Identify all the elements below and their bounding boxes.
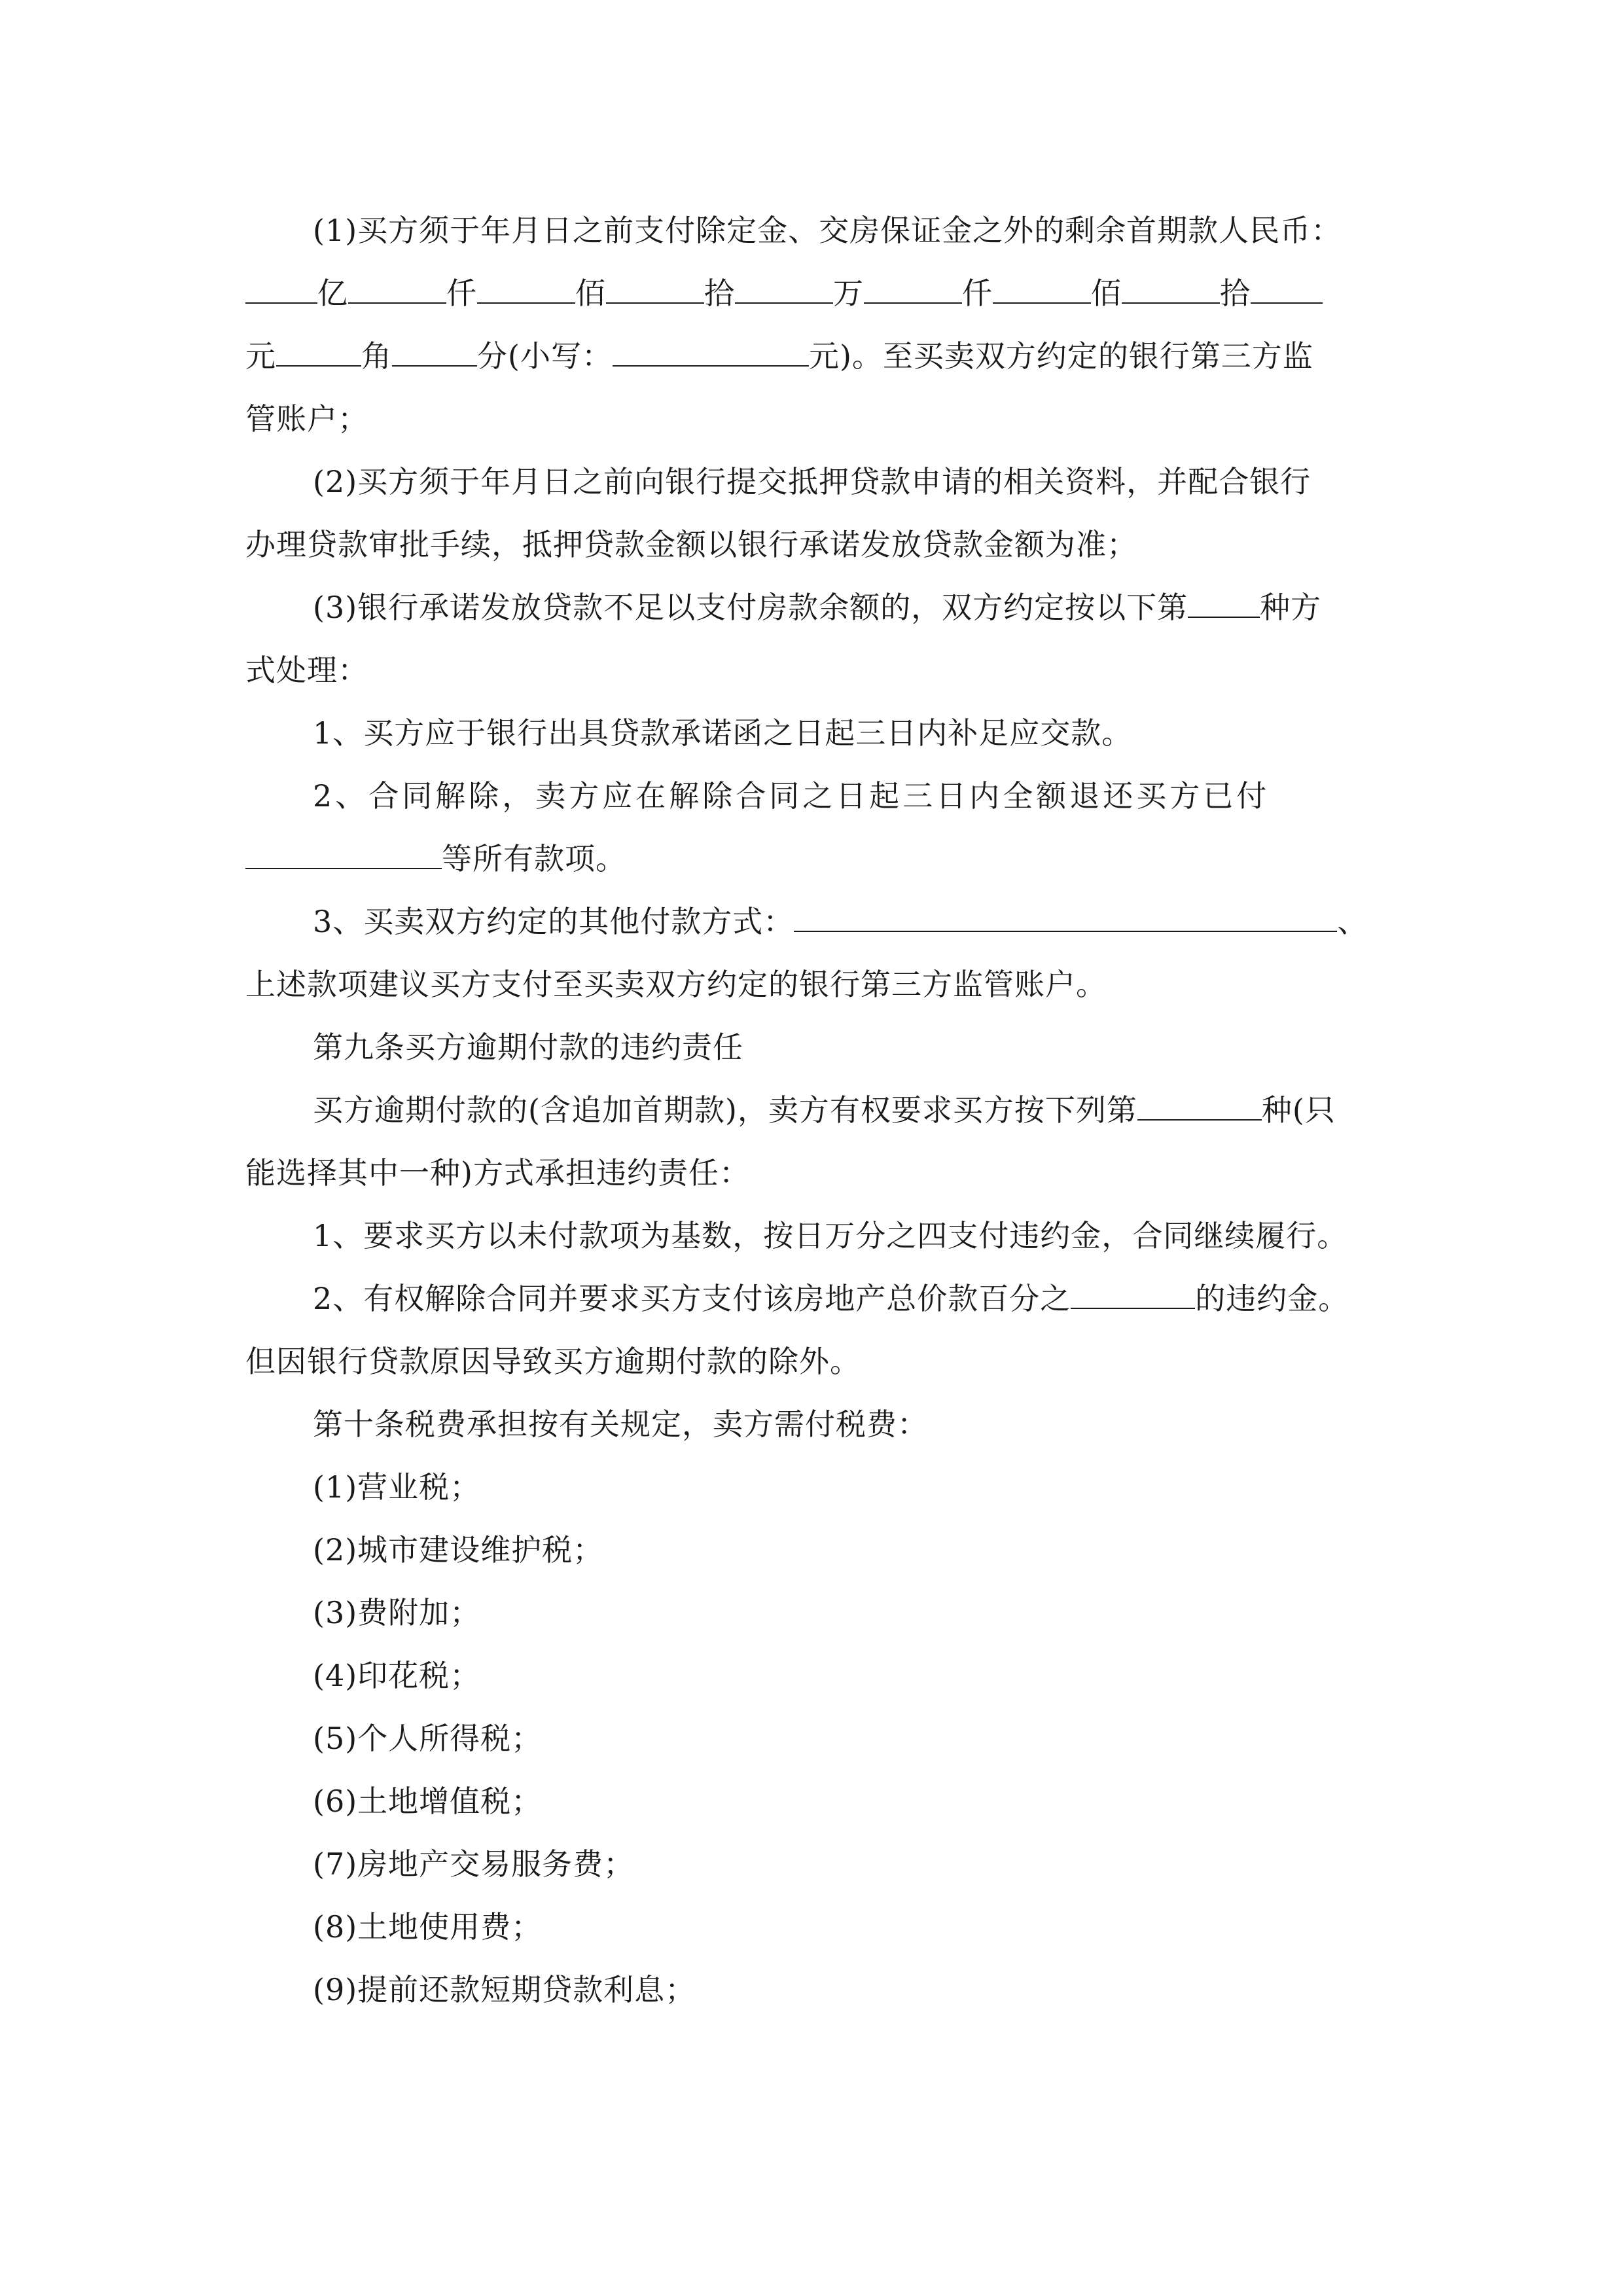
- blank-bai-2[interactable]: [993, 272, 1091, 304]
- tax-item-6: [313, 1775, 1452, 1827]
- tax-item-4-text: (4)印花税；: [313, 1658, 481, 1693]
- clause-2-text: (2)买方须于年月日之前向银行提交抵押贷款申请的相关资料，并配合银行: [313, 464, 1311, 499]
- unit-shi-1: 拾: [704, 276, 735, 311]
- tax-item-1: [313, 1461, 1452, 1513]
- tax-item-3-text: (3)费附加；: [313, 1595, 481, 1630]
- tax-item-5: [313, 1712, 1452, 1765]
- clause-1-text: (1)买方须于年月日之前支付除定金、交房保证金之外的剩余首期款人民币：: [313, 213, 1342, 248]
- option-1-text: 1、买方应于银行出具贷款承诺函之日起三日内补足应交款。: [313, 715, 1133, 751]
- tax-item-2: [313, 1524, 1452, 1576]
- unit-bai-1: 佰: [575, 276, 606, 311]
- penalty-option-2-tail: 的违约金。: [1195, 1281, 1349, 1316]
- blank-method-choice[interactable]: [1188, 586, 1260, 618]
- blank-penalty-percent[interactable]: [1071, 1278, 1195, 1309]
- blank-wan[interactable]: [735, 272, 833, 304]
- option-1-line: [313, 707, 1452, 759]
- penalty-option-1-text: 1、要求买方以未付款项为基数，按日万分之四支付违约金，合同继续履行。: [313, 1218, 1348, 1253]
- article-9-end-text: 能选择其中一种)方式承担违约责任：: [245, 1155, 750, 1191]
- option-2-line: [313, 770, 1452, 822]
- tax-item-4: [313, 1649, 1452, 1702]
- article-10-title: 第十条税费承担按有关规定，卖方需付税费：: [313, 1407, 928, 1442]
- article-9-continued: [245, 1147, 1384, 1199]
- unit-yuan: 元: [245, 338, 276, 374]
- option-3-line: [313, 895, 1452, 948]
- blank-shi-1[interactable]: [606, 272, 704, 304]
- option-2-text: 2、合同解除，卖方应在解除合同之日起三日内全额退还买方已付: [313, 778, 1270, 814]
- article-9-title: 第九条买方逾期付款的违约责任: [313, 1030, 743, 1065]
- amount-small-line: [245, 330, 1384, 382]
- tax-item-3: [313, 1587, 1452, 1639]
- clause-3-continued: [245, 644, 1384, 696]
- unit-shi-2: 拾: [1220, 276, 1251, 311]
- tax-item-5-text: (5)个人所得税；: [313, 1721, 543, 1756]
- unit-bai-2: 佰: [1091, 276, 1122, 311]
- tax-item-9: [313, 1964, 1452, 2016]
- penalty-option-2-text: 2、有权解除合同并要求买方支付该房地产总价款百分之: [313, 1281, 1071, 1316]
- option-2-end-text: 等所有款项。: [442, 841, 626, 876]
- article-9-tail: 种(只: [1261, 1092, 1336, 1128]
- blank-other-payment[interactable]: [794, 901, 1337, 932]
- option-3-tail: 、: [1337, 904, 1368, 939]
- clause-3-line: [313, 581, 1452, 634]
- unit-wan: 万: [833, 276, 864, 311]
- option-2-continued: [245, 833, 1384, 885]
- article-9-text: 买方逾期付款的(含追加首期款)，卖方有权要求买方按下列第: [313, 1092, 1137, 1128]
- blank-refund-items[interactable]: [245, 838, 442, 869]
- option-3-text: 3、买卖双方约定的其他付款方式：: [313, 904, 794, 939]
- clause-3-tail: 种方: [1260, 590, 1322, 625]
- article-9-line: [313, 1084, 1452, 1136]
- clause-2-continued: [245, 518, 1384, 571]
- tax-item-8: [313, 1901, 1452, 1953]
- penalty-option-1: [313, 1210, 1452, 1262]
- blank-bai-1[interactable]: [477, 272, 575, 304]
- blank-fen[interactable]: [392, 335, 477, 367]
- clause-1-continued: [245, 393, 1384, 445]
- clause-2-end-text: 办理贷款审批手续，抵押贷款金额以银行承诺发放贷款金额为准；: [245, 527, 1137, 562]
- escrow-note-line: [245, 958, 1384, 1011]
- unit-yi: 亿: [317, 276, 348, 311]
- blank-shi-2[interactable]: [1122, 272, 1220, 304]
- tax-item-2-text: (2)城市建设维护税；: [313, 1532, 604, 1568]
- blank-lowercase-amount[interactable]: [613, 335, 809, 367]
- amount-units-line: [245, 267, 1384, 319]
- clause-2-line: [313, 456, 1452, 508]
- article-10-heading: [313, 1398, 1452, 1450]
- tax-item-9-text: (9)提前还款短期贷款利息；: [313, 1972, 696, 2007]
- clause-1-end-text: 管账户；: [245, 401, 368, 437]
- unit-fen: 分(小写：: [477, 338, 613, 374]
- unit-jiao: 角: [361, 338, 392, 374]
- penalty-exception-text: 但因银行贷款原因导致买方逾期付款的除外。: [245, 1344, 861, 1379]
- unit-qian-2: 仟: [962, 276, 993, 311]
- blank-yuan[interactable]: [1251, 272, 1323, 304]
- escrow-note-text: 上述款项建议买方支付至买卖双方约定的银行第三方监管账户。: [245, 967, 1107, 1002]
- amount-small-tail: 元)。至买卖双方约定的银行第三方监: [808, 338, 1313, 374]
- penalty-option-2: [313, 1272, 1452, 1325]
- tax-item-1-text: (1)营业税；: [313, 1469, 481, 1505]
- blank-yi[interactable]: [245, 272, 317, 304]
- article-9-heading: [313, 1021, 1452, 1073]
- clause-1-line: [313, 204, 1452, 257]
- tax-item-7: [313, 1838, 1452, 1890]
- penalty-exception-line: [245, 1335, 1384, 1388]
- blank-jiao[interactable]: [276, 335, 361, 367]
- blank-penalty-choice[interactable]: [1137, 1089, 1262, 1121]
- tax-item-8-text: (8)土地使用费；: [313, 1909, 543, 1945]
- tax-item-6-text: (6)土地增值税；: [313, 1784, 543, 1819]
- tax-item-7-text: (7)房地产交易服务费；: [313, 1846, 635, 1882]
- clause-3-end-text: 式处理：: [245, 653, 368, 688]
- blank-qian-2[interactable]: [864, 272, 962, 304]
- clause-3-text: (3)银行承诺发放贷款不足以支付房款余额的，双方约定按以下第: [313, 590, 1188, 625]
- unit-qian-1: 仟: [446, 276, 477, 311]
- blank-qian-1[interactable]: [348, 272, 446, 304]
